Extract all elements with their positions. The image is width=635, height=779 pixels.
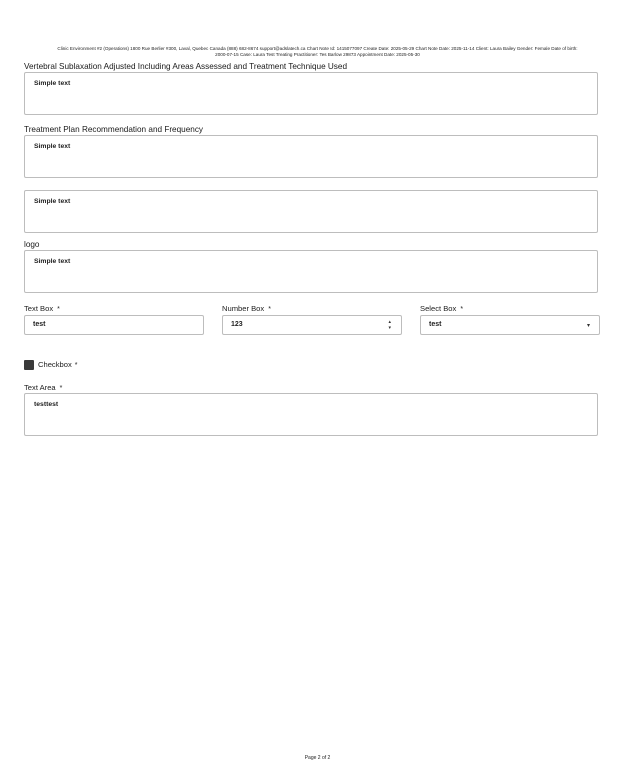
required-marker: * bbox=[57, 306, 60, 313]
text-box-input[interactable] bbox=[24, 315, 204, 335]
field-value: Simple text bbox=[34, 80, 71, 87]
field-value: Simple text bbox=[34, 198, 71, 205]
field-value: Simple text bbox=[34, 143, 71, 150]
section-title-treatment-plan: Treatment Plan Recommendation and Frequency bbox=[24, 125, 204, 134]
input-value: 123 bbox=[231, 321, 243, 328]
selected-value: test bbox=[429, 321, 442, 328]
number-box-label bbox=[222, 304, 271, 313]
text-area-input[interactable] bbox=[24, 393, 598, 436]
select-box[interactable] bbox=[420, 315, 600, 335]
textarea-value: testtest bbox=[34, 401, 59, 408]
untitled-text-field[interactable] bbox=[24, 190, 598, 233]
label-text: Number Box bbox=[222, 304, 265, 313]
spin-up-icon[interactable]: ▴ bbox=[388, 319, 391, 325]
select-box-label bbox=[420, 304, 463, 313]
text-box-label bbox=[24, 304, 60, 313]
checkbox-label bbox=[38, 360, 78, 369]
header-line-2: 2000-07-15 Case: Laura Test Treating Practitioner: Tes Barlow 29873 Appointment Date: 2025-05-30 bbox=[215, 52, 420, 57]
label-text: Text Area bbox=[24, 383, 56, 392]
header-line-1: Clinic Environment #2 (Operations) 1800 Rue Berlier #300, Laval, Quebec Canada (888) 682-8674 support@adslatech.ca Chart Note Id: 1415077097 Create Date: 2025-05-29 Chart Note Date: 2025-11-14 Client: Laura Bailey Gender: Female Date of birth: bbox=[57, 46, 578, 51]
vertebral-sublaxation-field[interactable] bbox=[24, 72, 598, 115]
required-marker: * bbox=[460, 306, 464, 313]
section-title-vertebral: Vertebral Sublaxation Adjusted Including Areas Assessed and Treatment Technique Used bbox=[24, 62, 348, 71]
treatment-plan-field[interactable] bbox=[24, 135, 598, 178]
text-area-label bbox=[24, 383, 62, 392]
chevron-down-icon: ▾ bbox=[586, 323, 590, 329]
field-value: Simple text bbox=[34, 258, 71, 265]
section-title-logo: logo bbox=[24, 240, 40, 249]
input-value: test bbox=[33, 321, 46, 328]
page-number: Page 2 of 2 bbox=[304, 755, 331, 761]
label-text: Checkbox bbox=[38, 360, 72, 369]
required-marker: * bbox=[59, 385, 63, 392]
chart-note-header bbox=[0, 46, 635, 58]
logo-field[interactable] bbox=[24, 250, 598, 293]
spin-down-icon[interactable]: ▾ bbox=[388, 325, 391, 331]
label-text: Select Box bbox=[420, 304, 457, 313]
number-spinner[interactable] bbox=[388, 319, 391, 331]
label-text: Text Box bbox=[24, 304, 54, 313]
checkbox-input[interactable] bbox=[24, 360, 34, 370]
number-box-input[interactable] bbox=[222, 315, 402, 335]
required-marker: * bbox=[74, 362, 78, 369]
required-marker: * bbox=[268, 306, 271, 313]
